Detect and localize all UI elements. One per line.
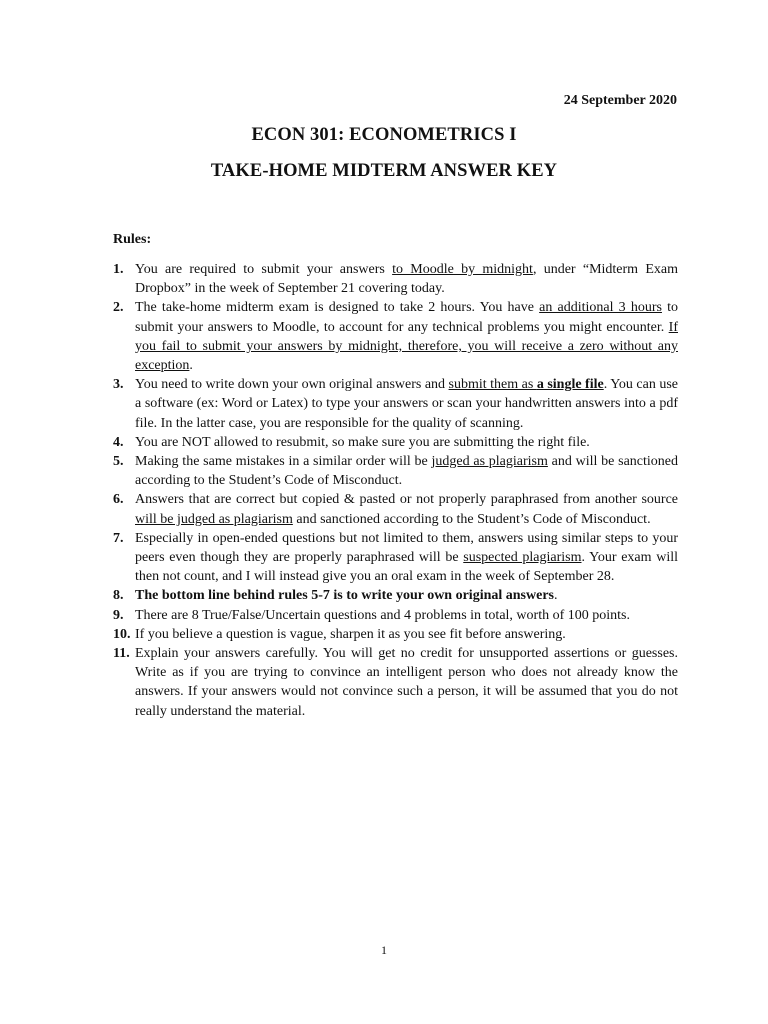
rule-number: 2.: [113, 300, 124, 316]
rule-5: [110, 452, 678, 490]
rule-number: 11.: [113, 646, 130, 662]
rule-emphasis: will be judged as plagiarism: [135, 511, 293, 527]
rule-emphasis: to Moodle by midnight: [392, 262, 533, 277]
rule-text: and will be sanctioned according to the Student’s Code of Misconduct.: [135, 454, 678, 489]
rule-6: [110, 490, 678, 528]
rule-11: [110, 644, 678, 721]
rule-emphasis: submit them as: [448, 377, 537, 393]
rule-emphasis: If you fail to submit your answers by midnight, therefore, you will receive a zero without any exception: [135, 319, 678, 374]
rule-4: [110, 433, 678, 452]
rule-number: 5.: [113, 454, 124, 470]
document-date: 24 September 2020: [563, 93, 677, 108]
rule-emphasis-bold: a single file: [536, 377, 604, 393]
rule-emphasis: an additional 3 hours: [539, 300, 662, 316]
rules-list: [110, 260, 678, 721]
rule-text: .: [189, 358, 193, 374]
rule-text: Making the same mistakes in a similar order will be: [135, 454, 432, 470]
rule-text: The take-home midterm exam is designed to take 2 hours. You have: [135, 300, 540, 316]
rule-text: . Your exam will then not count, and I will instead give you an oral exam in the week of September 28.: [135, 550, 678, 585]
rule-2: [110, 298, 678, 375]
rule-9: [110, 606, 678, 625]
course-title: ECON 301: ECONOMETRICS I: [251, 125, 517, 145]
rule-text: Answers that are correct but copied & pasted or not properly paraphrased from another source: [135, 492, 678, 508]
rule-number: 10.: [113, 626, 131, 642]
rule-1: [110, 260, 678, 298]
rule-text: There are 8 True/False/Uncertain questions and 4 problems in total, worth of 100 points.: [135, 607, 630, 623]
rule-text: You need to write down your own original answers and: [135, 377, 449, 393]
rule-number: 6.: [113, 492, 124, 508]
rule-number: 1.: [113, 262, 124, 277]
rule-number: 7.: [113, 530, 124, 546]
rule-number: 8.: [113, 588, 124, 604]
rules-heading: Rules:: [113, 232, 152, 247]
rule-10: [110, 625, 678, 644]
rule-text: and sanctioned according to the Student’s Code of Misconduct.: [292, 511, 651, 527]
rule-number: 3.: [113, 377, 124, 393]
rule-text-bold: The bottom line behind rules 5-7 is to write your own original answers: [135, 588, 554, 604]
rule-emphasis: suspected plagiarism: [463, 550, 582, 566]
rule-emphasis: judged as plagiarism: [431, 454, 548, 470]
rule-7: [110, 529, 678, 587]
rule-3: [110, 375, 678, 433]
document-subtitle: TAKE-HOME MIDTERM ANSWER KEY: [210, 161, 558, 181]
rule-number: 9.: [113, 607, 124, 623]
rule-text: . You can use a software (ex: Word or Latex) to type your answers or scan your handwritten answers into a pdf file. In the latter case, you are responsible for the quality of scanning.: [135, 377, 679, 431]
rule-text: , under “Midterm Exam Dropbox” in the week of September 21 covering today.: [135, 262, 678, 297]
rule-text: You are NOT allowed to resubmit, so make sure you are submitting the right file.: [135, 434, 590, 450]
page-number: 1: [381, 943, 387, 957]
rule-8: [110, 586, 678, 605]
rule-text: Explain your answers carefully. You will get no credit for unsupported assertions or guesses. Write as if you are trying to convince an intelligent person who does not already know the answers. If your answers would not convince such a person, it will be assumed that you do not really understand the material.: [135, 646, 678, 719]
rule-text: .: [553, 588, 558, 604]
rule-text: If you believe a question is vague, sharpen it as you see fit before answering.: [135, 626, 566, 642]
rule-text: You are required to submit your answers: [135, 262, 393, 277]
rule-text: to submit your answers to Moodle, to account for any technical problems you might encounter.: [135, 300, 679, 335]
rule-number: 4.: [113, 434, 124, 450]
rule-text: Especially in open-ended questions but not limited to them, answers using similar steps to your peers even though they are properly paraphrased will be: [135, 530, 678, 566]
